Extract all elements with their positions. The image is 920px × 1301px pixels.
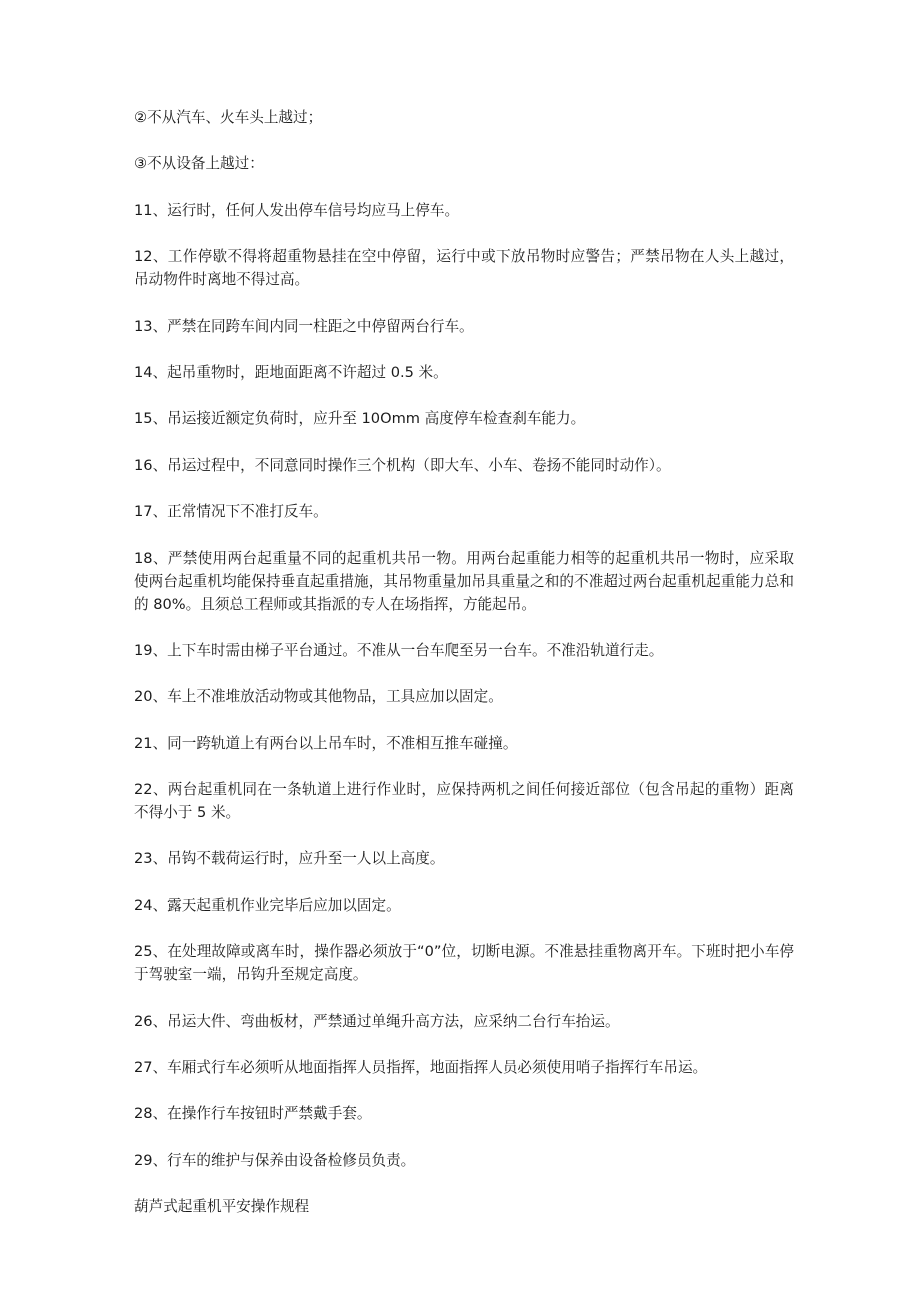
list-item: 29、行车的维护与保养由设备检修员负责。 [134, 1151, 416, 1169]
list-item: 16、吊运过程中，不同意同时操作三个机构（即大车、小车、卷扬不能同时动作）。 [134, 456, 671, 474]
list-item: 20、车上不准堆放活动物或其他物品，工具应加以固定。 [134, 688, 503, 706]
section-heading: 葫芦式起重机平安操作规程 [134, 1198, 310, 1216]
list-item: 21、同一跨轨道上有两台以上吊车时，不准相互推车碰撞。 [134, 734, 518, 752]
list-item: 14、起吊重物时，距地面距离不许超过 0.5 米。 [134, 363, 448, 381]
list-item: 28、在操作行车按钮时严禁戴手套。 [134, 1105, 372, 1123]
list-item: 19、上下车时需由梯子平台通过。不准从一台车爬至另一台车。不准沿轨道行走。 [134, 641, 664, 659]
list-item: 24、露天起重机作业完毕后应加以固定。 [134, 896, 401, 914]
list-item: ③不从设备上越过： [134, 155, 264, 173]
list-item: 23、吊钩不载荷运行时，应升至一人以上高度。 [134, 850, 445, 868]
list-item: 11、运行时，任何人发出停车信号均应马上停车。 [134, 201, 460, 219]
list-item: 17、正常情况下不准打反车。 [134, 503, 328, 521]
list-item: 18、严禁使用两台起重量不同的起重机共吊一物。用两台起重能力相等的起重机共吊一物时，应采取使两台起重机均能保持垂直起重措施，其吊物重量加吊具重量之和的不准超过两台起重机起重能力总和的 80%。且须总工程师或其指派的专人在场指挥，方能起吊。 [134, 549, 794, 613]
list-item: 25、在处理故障或离车时，操作器必须放于“0”位，切断电源。不准悬挂重物离开车。下班时把小车停于驾驶室一端，吊钩升至规定高度。 [134, 943, 794, 984]
list-item: 22、两台起重机同在一条轨道上进行作业时，应保持两机之间任何接近部位（包含吊起的重物）距离不得小于 5 米。 [134, 781, 794, 822]
list-item: 12、工作停歇不得将超重物悬挂在空中停留，运行中或下放吊物时应警告；严禁吊物在人头上越过，吊动物件时离地不得过高。 [134, 248, 794, 289]
list-item: 26、吊运大件、弯曲板材，严禁通过单绳升高方法，应采纳二台行车抬运。 [134, 1012, 620, 1030]
list-item: 13、严禁在同跨车间内同一柱距之中停留两台行车。 [134, 317, 474, 335]
list-item: ②不从汽车、火车头上越过； [134, 109, 323, 126]
list-item: 15、吊运接近额定负荷时，应升至 10Omm 高度停车检查刹车能力。 [134, 410, 586, 428]
list-item: 27、车厢式行车必须听从地面指挥人员指挥，地面指挥人员必须使用哨子指挥行车吊运。 [134, 1059, 708, 1077]
document-body [134, 106, 794, 1218]
